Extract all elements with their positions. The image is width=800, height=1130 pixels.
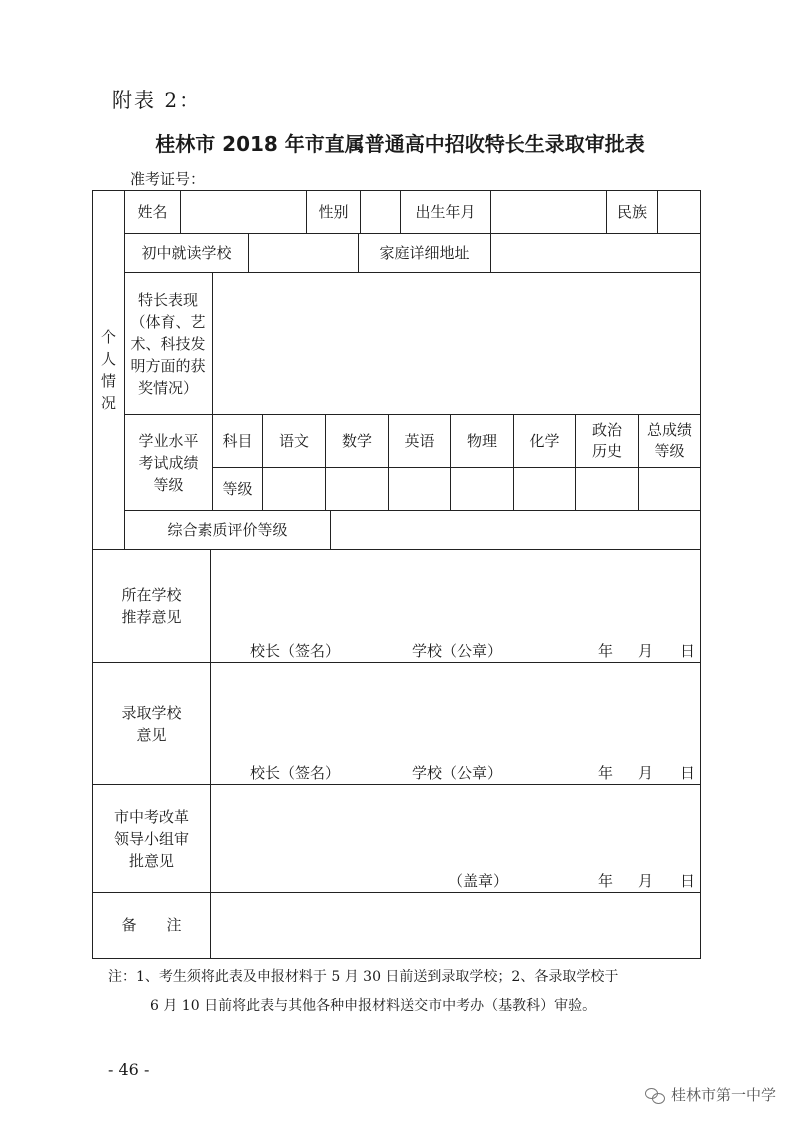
subject-math: 数学: [341, 431, 372, 450]
birth-field[interactable]: [491, 191, 606, 233]
day-label-3: 日: [680, 871, 696, 890]
city-approval-text: 市中考改革领导小组审批意见: [113, 807, 189, 870]
school-field[interactable]: [249, 234, 358, 272]
school-label: 初中就读学校: [141, 243, 232, 262]
exam-label-text: 学业水平考试成绩等级: [138, 431, 199, 494]
grade-math-field[interactable]: [326, 468, 388, 510]
grade-physics-field[interactable]: [451, 468, 513, 510]
watermark-text: 桂林市第一中学: [670, 1086, 776, 1104]
grade-english-field[interactable]: [389, 468, 450, 510]
wechat-icon: [645, 1086, 665, 1104]
year-label-1: 年: [598, 641, 614, 660]
school-seal-label-2: 学校（公章）: [412, 763, 503, 782]
talent-label: [128, 273, 208, 414]
subject-chemistry: 化学: [529, 431, 560, 450]
day-label-1: 日: [680, 641, 696, 660]
ticket-number-label: 准考证号：: [130, 170, 206, 188]
subject-chinese: 语文: [278, 431, 309, 450]
personal-section-text: 个人情况: [100, 328, 116, 412]
page-number: - 46 -: [108, 1060, 150, 1079]
ethnicity-label: 民族: [616, 202, 647, 221]
school-seal-label-1: 学校（公章）: [412, 641, 503, 660]
subject-politics-history-text: 政治历史: [591, 421, 622, 460]
quality-label: 综合素质评价等级: [167, 520, 288, 539]
address-field[interactable]: [491, 234, 700, 272]
subject-english: 英语: [404, 431, 435, 450]
talent-label-text: 特长表现（体育、艺术、科技发明方面的获奖情况）: [130, 290, 206, 397]
name-field[interactable]: [181, 191, 306, 233]
day-label-2: 日: [680, 763, 696, 782]
grade-politics-history-field[interactable]: [576, 468, 638, 510]
note-line-2: 6 月 10 日前将此表与其他各种申报材料送交市中考办（基教科）审验。: [150, 998, 597, 1014]
gender-label: 性别: [318, 202, 349, 221]
grade-chemistry-field[interactable]: [514, 468, 575, 510]
month-label-3: 月: [638, 871, 654, 890]
principal-sign-label-2: 校长（签名）: [250, 763, 341, 782]
personal-section-label: [93, 191, 124, 549]
talent-field[interactable]: [213, 273, 700, 414]
subject-total-grade-text: 总成绩等级: [646, 421, 692, 460]
month-label-1: 月: [638, 641, 654, 660]
quality-field[interactable]: [331, 511, 700, 549]
principal-sign-label-1: 校长（签名）: [250, 641, 341, 660]
remarks-label: 备 注: [121, 916, 182, 934]
remarks-field[interactable]: [211, 893, 700, 958]
school-rec-label: [93, 550, 210, 662]
address-label: 家庭详细地址: [379, 243, 470, 262]
subject-label: 科目: [222, 431, 253, 450]
exam-label: [125, 415, 212, 510]
name-label: 姓名: [137, 202, 168, 221]
watermark: [645, 1084, 776, 1105]
note-line-1: 注：1、考生须将此表及申报材料于 5 月 30 日前送到录取学校；2、各录取学校于: [108, 969, 619, 985]
grade-label: 等级: [222, 479, 253, 498]
birth-label: 出生年月: [415, 202, 476, 221]
year-label-3: 年: [598, 871, 614, 890]
month-label-2: 月: [638, 763, 654, 782]
ethnicity-field[interactable]: [658, 191, 700, 233]
grade-chinese-field[interactable]: [263, 468, 325, 510]
grade-total-field[interactable]: [639, 468, 700, 510]
admit-school-text: 录取学校意见: [121, 703, 182, 744]
city-approval-label: [93, 785, 210, 892]
subject-politics-history: [576, 415, 638, 467]
year-label-2: 年: [598, 763, 614, 782]
subject-total-grade: [639, 415, 700, 467]
appendix-label: 附表 2：: [112, 88, 202, 112]
school-rec-text: 所在学校推荐意见: [121, 586, 182, 626]
form-title: 桂林市 2018 年市直属普通高中招收特长生录取审批表: [155, 132, 645, 156]
gender-field[interactable]: [361, 191, 400, 233]
seal-label: （盖章）: [448, 871, 509, 890]
subject-physics: 物理: [466, 431, 497, 450]
admit-school-label: [93, 663, 210, 784]
